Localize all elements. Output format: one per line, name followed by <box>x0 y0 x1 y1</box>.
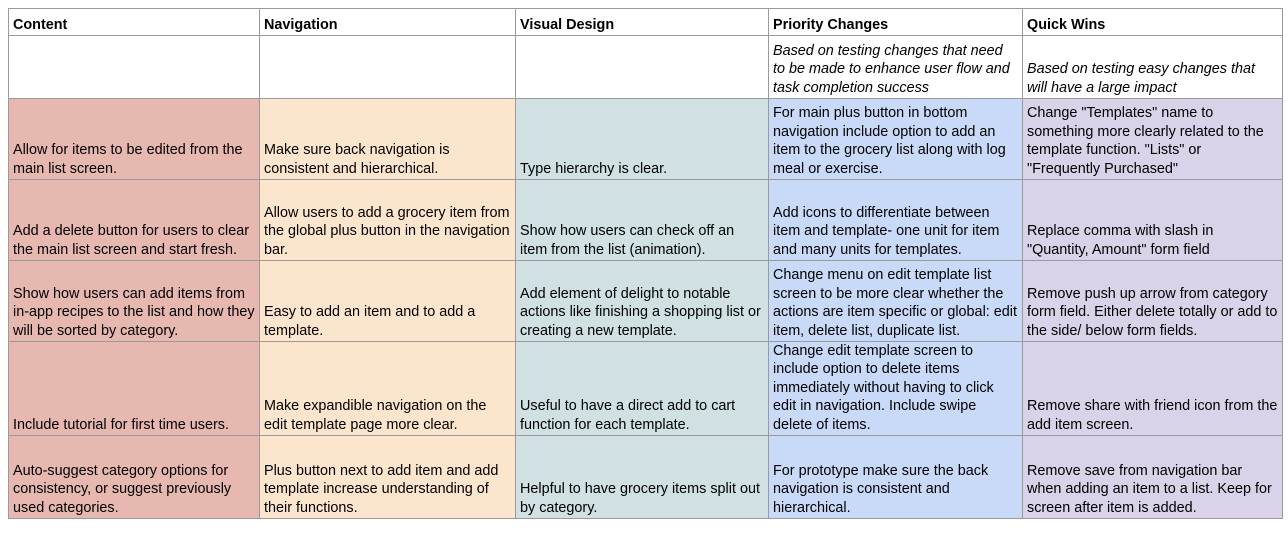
cell-navigation: Easy to add an item and to add a template. <box>260 261 516 342</box>
cell-quick-wins: Remove share with friend icon from the add item screen. <box>1023 342 1283 436</box>
table-row <box>9 180 1283 261</box>
subheader-priority-changes: Based on testing changes that need to be made to enhance user flow and task completion success <box>769 36 1023 99</box>
cell-navigation: Make sure back navigation is consistent and hierarchical. <box>260 99 516 180</box>
cell-visual-design: Type hierarchy is clear. <box>516 99 769 180</box>
cell-content: Add a delete button for users to clear the main list screen and start fresh. <box>9 180 260 261</box>
subheader-quick-wins: Based on testing easy changes that will have a large impact <box>1023 36 1283 99</box>
cell-content: Allow for items to be edited from the main list screen. <box>9 99 260 180</box>
cell-quick-wins: Remove save from navigation bar when adding an item to a list. Keep for screen after item is added. <box>1023 436 1283 519</box>
table-row <box>9 99 1283 180</box>
header-visual-design: Visual Design <box>516 9 769 36</box>
cell-visual-design: Useful to have a direct add to cart function for each template. <box>516 342 769 436</box>
cell-priority-changes: Add icons to differentiate between item and template- one unit for item and many units for templates. <box>769 180 1023 261</box>
header-quick-wins: Quick Wins <box>1023 9 1283 36</box>
cell-priority-changes: Change menu on edit template list screen to be more clear whether the actions are item specific or global: edit item, delete list, duplicate list. <box>769 261 1023 342</box>
cell-navigation: Make expandible navigation on the edit template page more clear. <box>260 342 516 436</box>
subheader-row <box>9 36 1283 99</box>
cell-quick-wins: Remove push up arrow from category form field. Either delete totally or add to the side/ below form fields. <box>1023 261 1283 342</box>
subheader-content <box>9 36 260 99</box>
cell-visual-design: Show how users can check off an item from the list (animation). <box>516 180 769 261</box>
table-row <box>9 261 1283 342</box>
table-row <box>9 342 1283 436</box>
cell-visual-design: Add element of delight to notable actions like finishing a shopping list or creating a new template. <box>516 261 769 342</box>
cell-priority-changes: Change edit template screen to include option to delete items immediately without having to click edit in navigation. Include swipe delete of items. <box>769 342 1023 436</box>
cell-quick-wins: Replace comma with slash in "Quantity, Amount" form field <box>1023 180 1283 261</box>
cell-content: Show how users can add items from in-app recipes to the list and how they will be sorted by category. <box>9 261 260 342</box>
subheader-visual-design <box>516 36 769 99</box>
table-row <box>9 436 1283 519</box>
cell-content: Include tutorial for first time users. <box>9 342 260 436</box>
feedback-table <box>8 8 1283 519</box>
cell-content: Auto-suggest category options for consistency, or suggest previously used categories. <box>9 436 260 519</box>
cell-priority-changes: For prototype make sure the back navigation is consistent and hierarchical. <box>769 436 1023 519</box>
cell-quick-wins: Change "Templates" name to something more clearly related to the template function. "Lists" or "Frequently Purchased" <box>1023 99 1283 180</box>
header-priority-changes: Priority Changes <box>769 9 1023 36</box>
header-content: Content <box>9 9 260 36</box>
subheader-navigation <box>260 36 516 99</box>
header-row <box>9 9 1283 36</box>
cell-priority-changes: For main plus button in bottom navigation include option to add an item to the grocery list along with log meal or exercise. <box>769 99 1023 180</box>
header-navigation: Navigation <box>260 9 516 36</box>
cell-navigation: Plus button next to add item and add template increase understanding of their functions. <box>260 436 516 519</box>
cell-navigation: Allow users to add a grocery item from the global plus button in the navigation bar. <box>260 180 516 261</box>
cell-visual-design: Helpful to have grocery items split out by category. <box>516 436 769 519</box>
